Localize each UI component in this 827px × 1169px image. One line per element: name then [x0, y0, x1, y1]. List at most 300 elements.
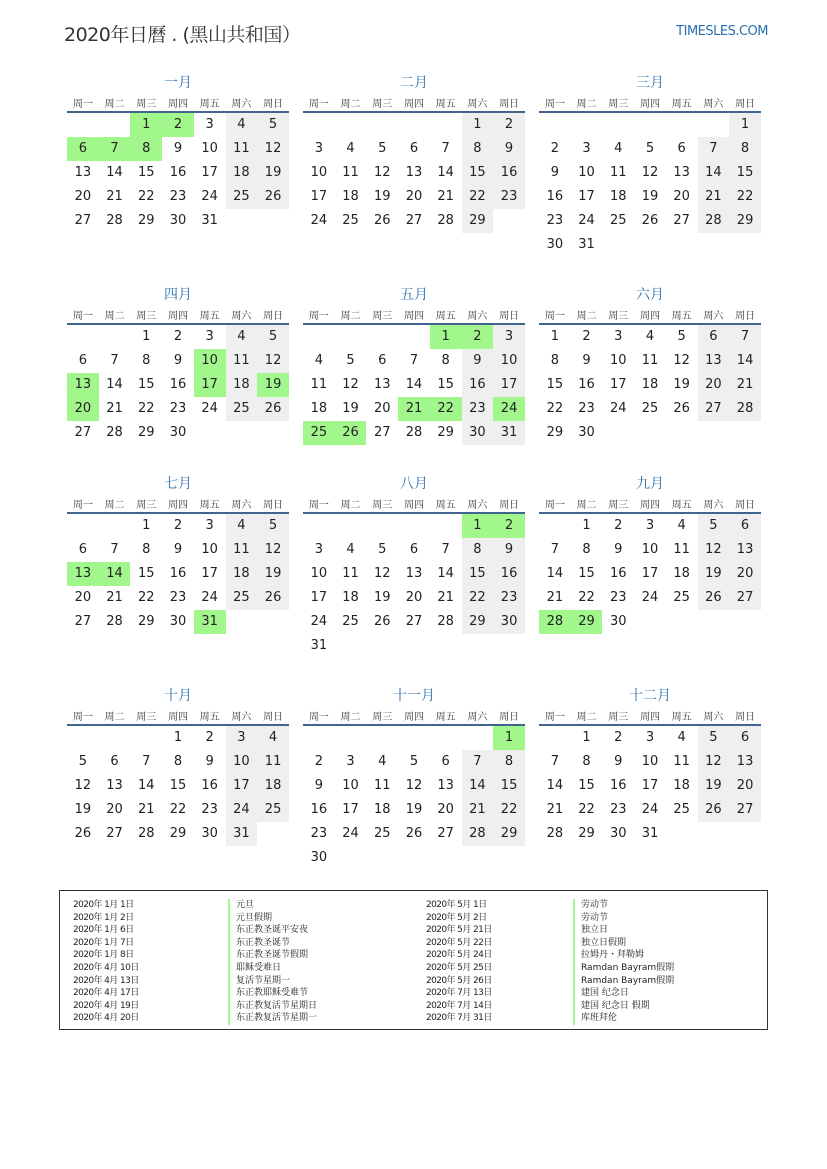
day-cell[interactable]: 13: [373, 377, 391, 392]
day-cell[interactable]: 20: [373, 401, 391, 416]
day-cell[interactable]: 3: [314, 542, 323, 557]
day-cell[interactable]: 12: [698, 538, 730, 562]
day-cell[interactable]: 21: [698, 185, 730, 209]
day-cell[interactable]: 17: [201, 566, 218, 581]
day-cell[interactable]: 6: [729, 514, 761, 538]
day-cell[interactable]: 25: [342, 614, 359, 629]
day-cell[interactable]: 26: [257, 586, 289, 610]
day-cell[interactable]: 9: [550, 165, 559, 180]
day-cell[interactable]: 8: [441, 353, 450, 368]
day-cell[interactable]: 15: [137, 566, 155, 581]
day-cell[interactable]: 14: [698, 161, 730, 185]
day-cell[interactable]: 29: [571, 610, 603, 634]
day-cell[interactable]: 7: [462, 750, 494, 774]
day-cell[interactable]: 12: [257, 137, 289, 161]
day-cell[interactable]: 12: [641, 165, 659, 180]
day-cell[interactable]: 21: [462, 798, 494, 822]
day-cell[interactable]: 4: [677, 730, 686, 745]
day-cell[interactable]: 31: [578, 237, 595, 252]
day-cell[interactable]: 19: [257, 373, 289, 397]
day-cell[interactable]: 2: [582, 329, 591, 344]
day-cell[interactable]: 22: [137, 590, 155, 605]
day-cell[interactable]: 16: [493, 161, 525, 185]
day-cell[interactable]: 8: [582, 542, 591, 557]
day-cell[interactable]: 8: [462, 137, 494, 161]
day-cell[interactable]: 26: [373, 213, 391, 228]
day-cell[interactable]: 10: [641, 542, 659, 557]
day-cell[interactable]: 1: [550, 329, 559, 344]
day-cell[interactable]: 5: [378, 542, 387, 557]
day-cell[interactable]: 22: [137, 401, 155, 416]
day-cell[interactable]: 22: [578, 590, 595, 605]
day-cell[interactable]: 18: [226, 562, 258, 586]
day-cell[interactable]: 15: [137, 165, 155, 180]
day-cell[interactable]: 14: [462, 774, 494, 798]
day-cell[interactable]: 9: [205, 754, 214, 769]
day-cell[interactable]: 9: [493, 137, 525, 161]
day-cell[interactable]: 5: [677, 329, 686, 344]
day-cell[interactable]: 5: [378, 141, 387, 156]
day-cell[interactable]: 27: [373, 425, 391, 440]
day-cell[interactable]: 14: [729, 349, 761, 373]
day-cell[interactable]: 2: [614, 518, 623, 533]
day-cell[interactable]: 6: [67, 137, 99, 161]
day-cell[interactable]: 16: [609, 566, 627, 581]
day-cell[interactable]: 13: [106, 778, 123, 793]
day-cell[interactable]: 29: [729, 209, 761, 233]
day-cell[interactable]: 3: [582, 141, 591, 156]
day-cell[interactable]: 6: [677, 141, 686, 156]
day-cell[interactable]: 11: [609, 165, 627, 180]
day-cell[interactable]: 4: [226, 325, 258, 349]
day-cell[interactable]: 27: [74, 614, 92, 629]
day-cell[interactable]: 26: [257, 185, 289, 209]
day-cell[interactable]: 13: [729, 750, 761, 774]
day-cell[interactable]: 26: [373, 614, 391, 629]
day-cell[interactable]: 28: [729, 397, 761, 421]
day-cell[interactable]: 25: [226, 397, 258, 421]
day-cell[interactable]: 1: [430, 325, 462, 349]
day-cell[interactable]: 6: [409, 141, 419, 156]
day-cell[interactable]: 10: [342, 778, 359, 793]
day-cell[interactable]: 20: [729, 562, 761, 586]
day-cell[interactable]: 11: [226, 349, 258, 373]
day-cell[interactable]: 6: [378, 353, 387, 368]
day-cell[interactable]: 20: [405, 189, 423, 204]
day-cell[interactable]: 24: [578, 213, 595, 228]
day-cell[interactable]: 14: [99, 562, 131, 586]
day-cell[interactable]: 15: [729, 161, 761, 185]
day-cell[interactable]: 2: [550, 141, 559, 156]
day-cell[interactable]: 4: [314, 353, 323, 368]
day-cell[interactable]: 5: [698, 514, 730, 538]
day-cell[interactable]: 26: [641, 213, 659, 228]
day-cell[interactable]: 8: [142, 353, 151, 368]
day-cell[interactable]: 30: [201, 826, 218, 841]
day-cell[interactable]: 7: [409, 353, 419, 368]
day-cell[interactable]: 7: [441, 141, 450, 156]
day-cell[interactable]: 2: [162, 113, 194, 137]
day-cell[interactable]: 4: [677, 518, 686, 533]
day-cell[interactable]: 26: [74, 826, 92, 841]
day-cell[interactable]: 9: [462, 349, 494, 373]
day-cell[interactable]: 2: [462, 325, 494, 349]
day-cell[interactable]: 30: [578, 425, 595, 440]
day-cell[interactable]: 2: [493, 113, 525, 137]
day-cell[interactable]: 19: [257, 562, 289, 586]
day-cell[interactable]: 26: [405, 826, 423, 841]
day-cell[interactable]: 15: [437, 377, 454, 392]
day-cell[interactable]: 3: [314, 141, 323, 156]
day-cell[interactable]: 22: [546, 401, 564, 416]
day-cell[interactable]: 22: [137, 189, 155, 204]
day-cell[interactable]: 29: [137, 614, 155, 629]
day-cell[interactable]: 19: [641, 189, 659, 204]
day-cell[interactable]: 4: [346, 141, 355, 156]
day-cell[interactable]: 22: [493, 798, 525, 822]
day-cell[interactable]: 12: [342, 377, 359, 392]
day-cell[interactable]: 8: [462, 538, 494, 562]
day-cell[interactable]: 27: [74, 425, 92, 440]
day-cell[interactable]: 10: [609, 353, 627, 368]
day-cell[interactable]: 23: [609, 802, 627, 817]
day-cell[interactable]: 17: [342, 802, 359, 817]
day-cell[interactable]: 4: [614, 141, 623, 156]
day-cell[interactable]: 7: [729, 325, 761, 349]
day-cell[interactable]: 18: [373, 802, 391, 817]
day-cell[interactable]: 30: [169, 425, 187, 440]
day-cell[interactable]: 11: [310, 377, 328, 392]
day-cell[interactable]: 10: [310, 165, 328, 180]
day-cell[interactable]: 30: [609, 614, 627, 629]
day-cell[interactable]: 18: [226, 161, 258, 185]
day-cell[interactable]: 6: [698, 325, 730, 349]
day-cell[interactable]: 19: [673, 377, 690, 392]
day-cell[interactable]: 19: [698, 562, 730, 586]
day-cell[interactable]: 31: [493, 421, 525, 445]
day-cell[interactable]: 13: [405, 566, 423, 581]
day-cell[interactable]: 28: [106, 614, 123, 629]
day-cell[interactable]: 28: [106, 213, 123, 228]
day-cell[interactable]: 17: [641, 566, 659, 581]
day-cell[interactable]: 21: [106, 189, 123, 204]
day-cell[interactable]: 10: [201, 542, 218, 557]
day-cell[interactable]: 9: [614, 542, 623, 557]
day-cell[interactable]: 22: [430, 397, 462, 421]
day-cell[interactable]: 17: [493, 373, 525, 397]
day-cell[interactable]: 7: [142, 754, 151, 769]
day-cell[interactable]: 20: [405, 590, 423, 605]
day-cell[interactable]: 23: [609, 590, 627, 605]
day-cell[interactable]: 20: [437, 802, 454, 817]
day-cell[interactable]: 5: [645, 141, 655, 156]
day-cell[interactable]: 24: [342, 826, 359, 841]
day-cell[interactable]: 14: [437, 165, 454, 180]
day-cell[interactable]: 20: [673, 189, 690, 204]
day-cell[interactable]: 16: [169, 377, 187, 392]
day-cell[interactable]: 16: [462, 373, 494, 397]
day-cell[interactable]: 9: [582, 353, 591, 368]
day-cell[interactable]: 11: [673, 754, 690, 769]
day-cell[interactable]: 8: [493, 750, 525, 774]
day-cell[interactable]: 18: [257, 774, 289, 798]
day-cell[interactable]: 26: [257, 397, 289, 421]
day-cell[interactable]: 8: [582, 754, 591, 769]
day-cell[interactable]: 4: [645, 329, 655, 344]
day-cell[interactable]: 29: [493, 822, 525, 846]
day-cell[interactable]: 16: [310, 802, 328, 817]
day-cell[interactable]: 10: [194, 349, 226, 373]
day-cell[interactable]: 30: [310, 850, 328, 865]
day-cell[interactable]: 23: [493, 586, 525, 610]
day-cell[interactable]: 2: [493, 514, 525, 538]
day-cell[interactable]: 10: [310, 566, 328, 581]
day-cell[interactable]: 25: [342, 213, 359, 228]
day-cell[interactable]: 14: [546, 778, 564, 793]
day-cell[interactable]: 4: [226, 514, 258, 538]
day-cell[interactable]: 12: [257, 349, 289, 373]
day-cell[interactable]: 18: [641, 377, 659, 392]
day-cell[interactable]: 31: [641, 826, 659, 841]
day-cell[interactable]: 17: [310, 590, 328, 605]
day-cell[interactable]: 10: [201, 141, 218, 156]
day-cell[interactable]: 14: [437, 566, 454, 581]
day-cell[interactable]: 14: [405, 377, 423, 392]
day-cell[interactable]: 28: [546, 826, 564, 841]
day-cell[interactable]: 4: [346, 542, 355, 557]
day-cell[interactable]: 11: [641, 353, 659, 368]
day-cell[interactable]: 31: [194, 610, 226, 634]
day-cell[interactable]: 25: [609, 213, 627, 228]
day-cell[interactable]: 17: [201, 165, 218, 180]
day-cell[interactable]: 29: [437, 425, 454, 440]
day-cell[interactable]: 4: [378, 754, 387, 769]
day-cell[interactable]: 26: [673, 401, 690, 416]
day-cell[interactable]: 12: [373, 566, 391, 581]
day-cell[interactable]: 6: [78, 353, 87, 368]
day-cell[interactable]: 3: [226, 726, 258, 750]
day-cell[interactable]: 20: [106, 802, 123, 817]
day-cell[interactable]: 1: [493, 726, 525, 750]
day-cell[interactable]: 31: [226, 822, 258, 846]
day-cell[interactable]: 29: [578, 826, 595, 841]
day-cell[interactable]: 13: [729, 538, 761, 562]
day-cell[interactable]: 10: [493, 349, 525, 373]
day-cell[interactable]: 3: [645, 518, 655, 533]
day-cell[interactable]: 21: [546, 802, 564, 817]
day-cell[interactable]: 17: [226, 774, 258, 798]
day-cell[interactable]: 8: [142, 542, 151, 557]
day-cell[interactable]: 17: [310, 189, 328, 204]
day-cell[interactable]: 1: [582, 518, 591, 533]
day-cell[interactable]: 18: [342, 590, 359, 605]
day-cell[interactable]: 3: [205, 329, 214, 344]
day-cell[interactable]: 5: [698, 726, 730, 750]
day-cell[interactable]: 21: [106, 401, 123, 416]
day-cell[interactable]: 11: [226, 538, 258, 562]
day-cell[interactable]: 24: [201, 189, 218, 204]
day-cell[interactable]: 22: [729, 185, 761, 209]
day-cell[interactable]: 10: [641, 754, 659, 769]
day-cell[interactable]: 1: [462, 113, 494, 137]
day-cell[interactable]: 28: [106, 425, 123, 440]
day-cell[interactable]: 5: [409, 754, 419, 769]
day-cell[interactable]: 30: [169, 614, 187, 629]
day-cell[interactable]: 11: [342, 165, 359, 180]
day-cell[interactable]: 1: [729, 113, 761, 137]
day-cell[interactable]: 27: [729, 798, 761, 822]
day-cell[interactable]: 25: [226, 586, 258, 610]
day-cell[interactable]: 1: [142, 518, 151, 533]
day-cell[interactable]: 6: [409, 542, 419, 557]
day-cell[interactable]: 7: [99, 137, 131, 161]
day-cell[interactable]: 9: [173, 353, 183, 368]
day-cell[interactable]: 2: [173, 518, 183, 533]
day-cell[interactable]: 16: [546, 189, 564, 204]
day-cell[interactable]: 27: [106, 826, 123, 841]
day-cell[interactable]: 23: [493, 185, 525, 209]
day-cell[interactable]: 7: [110, 353, 119, 368]
day-cell[interactable]: 23: [201, 802, 218, 817]
day-cell[interactable]: 22: [169, 802, 187, 817]
day-cell[interactable]: 2: [173, 329, 183, 344]
day-cell[interactable]: 24: [310, 614, 328, 629]
day-cell[interactable]: 18: [342, 189, 359, 204]
day-cell[interactable]: 11: [257, 750, 289, 774]
day-cell[interactable]: 18: [310, 401, 328, 416]
day-cell[interactable]: 15: [137, 377, 155, 392]
day-cell[interactable]: 16: [201, 778, 218, 793]
day-cell[interactable]: 21: [137, 802, 155, 817]
day-cell[interactable]: 18: [226, 373, 258, 397]
day-cell[interactable]: 30: [169, 213, 187, 228]
day-cell[interactable]: 20: [698, 373, 730, 397]
day-cell[interactable]: 9: [173, 141, 183, 156]
day-cell[interactable]: 13: [673, 165, 690, 180]
day-cell[interactable]: 21: [437, 189, 454, 204]
brand-logo-text[interactable]: TIMESLES.COM: [676, 24, 768, 39]
day-cell[interactable]: 15: [462, 562, 494, 586]
day-cell[interactable]: 4: [226, 113, 258, 137]
day-cell[interactable]: 6: [110, 754, 119, 769]
day-cell[interactable]: 2: [205, 730, 214, 745]
day-cell[interactable]: 27: [437, 826, 454, 841]
day-cell[interactable]: 24: [310, 213, 328, 228]
day-cell[interactable]: 15: [169, 778, 187, 793]
day-cell[interactable]: 29: [462, 610, 494, 634]
day-cell[interactable]: 20: [729, 774, 761, 798]
day-cell[interactable]: 13: [67, 562, 99, 586]
day-cell[interactable]: 17: [641, 778, 659, 793]
day-cell[interactable]: 15: [578, 566, 595, 581]
day-cell[interactable]: 27: [673, 213, 690, 228]
day-cell[interactable]: 22: [578, 802, 595, 817]
day-cell[interactable]: 23: [169, 590, 187, 605]
day-cell[interactable]: 5: [257, 514, 289, 538]
day-cell[interactable]: 31: [310, 638, 328, 653]
day-cell[interactable]: 28: [698, 209, 730, 233]
day-cell[interactable]: 11: [342, 566, 359, 581]
day-cell[interactable]: 23: [310, 826, 328, 841]
day-cell[interactable]: 7: [441, 542, 450, 557]
day-cell[interactable]: 28: [437, 614, 454, 629]
day-cell[interactable]: 5: [78, 754, 87, 769]
day-cell[interactable]: 20: [67, 397, 99, 421]
day-cell[interactable]: 26: [698, 798, 730, 822]
day-cell[interactable]: 21: [106, 590, 123, 605]
day-cell[interactable]: 9: [173, 542, 183, 557]
day-cell[interactable]: 3: [346, 754, 355, 769]
day-cell[interactable]: 19: [373, 189, 391, 204]
day-cell[interactable]: 21: [729, 373, 761, 397]
day-cell[interactable]: 12: [373, 165, 391, 180]
day-cell[interactable]: 24: [201, 590, 218, 605]
day-cell[interactable]: 15: [462, 161, 494, 185]
day-cell[interactable]: 3: [645, 730, 655, 745]
day-cell[interactable]: 2: [314, 754, 323, 769]
day-cell[interactable]: 12: [698, 750, 730, 774]
day-cell[interactable]: 8: [550, 353, 559, 368]
day-cell[interactable]: 24: [609, 401, 627, 416]
day-cell[interactable]: 7: [110, 542, 119, 557]
day-cell[interactable]: 6: [78, 542, 87, 557]
day-cell[interactable]: 7: [550, 754, 559, 769]
day-cell[interactable]: 30: [609, 826, 627, 841]
day-cell[interactable]: 26: [698, 586, 730, 610]
day-cell[interactable]: 13: [437, 778, 454, 793]
day-cell[interactable]: 25: [226, 185, 258, 209]
day-cell[interactable]: 28: [539, 610, 571, 634]
day-cell[interactable]: 19: [74, 802, 92, 817]
day-cell[interactable]: 5: [346, 353, 355, 368]
day-cell[interactable]: 28: [405, 425, 423, 440]
day-cell[interactable]: 27: [729, 586, 761, 610]
day-cell[interactable]: 13: [74, 165, 92, 180]
day-cell[interactable]: 9: [614, 754, 623, 769]
day-cell[interactable]: 1: [582, 730, 591, 745]
day-cell[interactable]: 24: [641, 802, 659, 817]
day-cell[interactable]: 24: [641, 590, 659, 605]
day-cell[interactable]: 6: [441, 754, 450, 769]
day-cell[interactable]: 12: [74, 778, 92, 793]
day-cell[interactable]: 27: [405, 614, 423, 629]
day-cell[interactable]: 23: [169, 401, 187, 416]
day-cell[interactable]: 24: [226, 798, 258, 822]
day-cell[interactable]: 19: [698, 774, 730, 798]
day-cell[interactable]: 27: [698, 397, 730, 421]
day-cell[interactable]: 25: [257, 798, 289, 822]
day-cell[interactable]: 29: [169, 826, 187, 841]
day-cell[interactable]: 23: [169, 189, 187, 204]
day-cell[interactable]: 22: [462, 185, 494, 209]
day-cell[interactable]: 9: [493, 538, 525, 562]
day-cell[interactable]: 23: [546, 213, 564, 228]
day-cell[interactable]: 14: [106, 165, 123, 180]
day-cell[interactable]: 1: [142, 329, 151, 344]
day-cell[interactable]: 2: [614, 730, 623, 745]
day-cell[interactable]: 25: [673, 590, 690, 605]
day-cell[interactable]: 10: [226, 750, 258, 774]
day-cell[interactable]: 25: [373, 826, 391, 841]
day-cell[interactable]: 19: [373, 590, 391, 605]
day-cell[interactable]: 16: [169, 165, 187, 180]
day-cell[interactable]: 16: [169, 566, 187, 581]
day-cell[interactable]: 9: [314, 778, 323, 793]
day-cell[interactable]: 14: [137, 778, 155, 793]
day-cell[interactable]: 14: [106, 377, 123, 392]
day-cell[interactable]: 29: [137, 425, 155, 440]
day-cell[interactable]: 7: [698, 137, 730, 161]
